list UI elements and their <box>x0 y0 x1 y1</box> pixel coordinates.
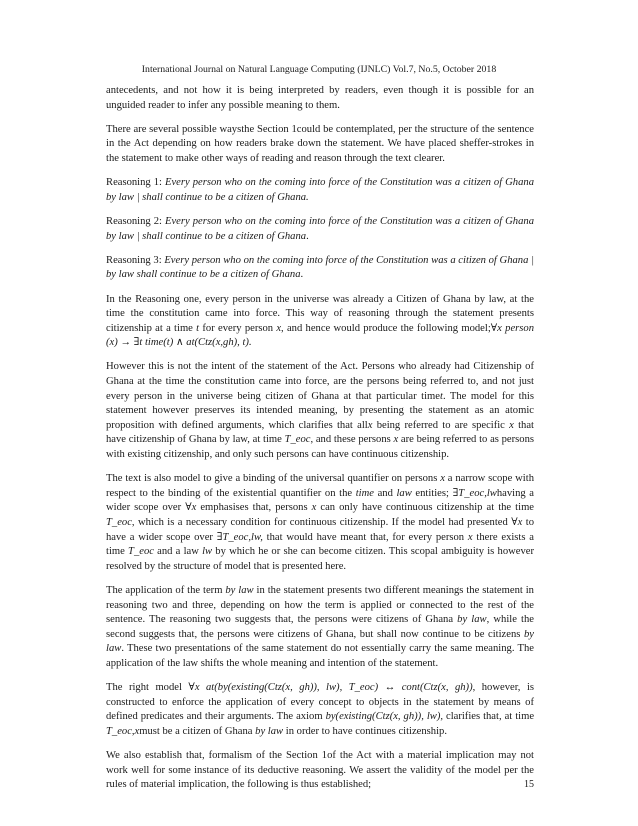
text: and <box>373 487 397 499</box>
term-law: law <box>396 487 412 499</box>
text: that would have meant that, for every person <box>262 531 468 543</box>
running-header: International Journal on Natural Language Computing (IJNLC) Vol.7, No.5, October 2018 <box>141 64 497 75</box>
text: entities; <box>411 487 453 499</box>
text: clarifies that, at time <box>443 711 535 723</box>
var-x: x <box>311 502 317 514</box>
text: The text is also model to give a binding of the universal quantifier on persons <box>106 473 441 485</box>
var-t-eoc: T_eoc <box>106 725 132 737</box>
reasoning-2-label: Reasoning 2: <box>106 215 165 227</box>
var-x: x <box>276 322 282 334</box>
text: can only have continuous citizenship at the time <box>316 502 535 514</box>
reasoning-2-text-a: Every person who on the coming into force of the Constitution was a citizen of Ghana by law <box>106 215 534 242</box>
text: , and these persons <box>310 434 394 446</box>
formula-right-model: ∀x at(by(existing(Ctz(x, gh)), lw), T_eoc) ↔ cont(Ctz(x, gh)) <box>188 682 473 694</box>
paragraph-right-model <box>106 681 534 739</box>
var-t-eoc: T_eoc <box>128 546 154 558</box>
paragraph-quantifier-scope <box>106 472 534 574</box>
reasoning-1-label: Reasoning 1: <box>106 177 165 189</box>
text: to have a wider scope over <box>106 517 535 543</box>
term-by-law: by law <box>106 628 534 655</box>
paragraph-antecedents: antecedents, and not how it is being interpreted by readers, even though it is possible for an unguided reader to infer any possible meaning to them. <box>106 85 534 111</box>
reasoning-3 <box>106 254 534 283</box>
reasoning-3-text-b: | by law shall continue to be a citizen of Ghana <box>106 254 534 281</box>
text: for every person <box>199 322 277 334</box>
text: , however, is constructed to enforce the application of every concept to objects in the statement by means of defined predicates and their arguments. The axiom <box>106 682 535 723</box>
text: , while the second suggests that, the persons were citizens of Ghana, but shall now continue to be citizens <box>106 614 534 640</box>
paragraph-intent <box>106 360 534 462</box>
quantifier-exists: ∃T_eoc,lw <box>452 487 497 499</box>
paragraph-reasoning-one <box>106 293 534 351</box>
reasoning-1-text-b: | shall continue to be a citizen of Ghana. <box>136 191 309 203</box>
reasoning-3-text-a: Every person who on the coming into force of the Constitution was a citizen of Ghana <box>164 254 532 266</box>
text: and a law <box>153 546 203 558</box>
var-x: x <box>467 531 473 543</box>
term-by-law: by law <box>225 584 254 596</box>
text: having a wider scope over <box>106 487 535 514</box>
var-t: t <box>196 322 200 334</box>
text: emphasises that, persons <box>196 502 312 514</box>
text: . The model for this statement however preserves its intended meaning, by presenting the statement as an atomic proposition with defined arguments, which clarifies that all <box>106 390 534 431</box>
var-t-eoc: T_eoc <box>284 434 311 446</box>
text: However this is not the intent of the statement of the Act. Persons who already had Citizenship of Ghana at the time the constitution came into force, are the persons being referred to, and not just every person in the universe being citizen of Ghana at that particular time <box>106 361 534 402</box>
quantifier-exists: ∃T_eoc,lw, <box>216 531 263 543</box>
reasoning-2-text-b: | shall continue to be a citizen of Ghana <box>136 230 307 242</box>
reasoning-3-label: Reasoning 3: <box>106 254 165 266</box>
reasoning-2 <box>106 215 534 244</box>
term-by-law: by law <box>255 725 284 737</box>
var-t-eoc: T_eoc <box>106 517 132 528</box>
reasoning-1-text-a: Every person who on the coming into force of the Constitution was a citizen of Ghana by law <box>106 177 534 203</box>
text: , which is a necessary condition for continuous citizenship. If the model had presented <box>131 517 512 528</box>
text: in order to have continues citizenship. <box>283 725 447 737</box>
quantifier-forall: ∀x <box>511 517 523 528</box>
var-x: x <box>509 419 514 431</box>
var-t: t <box>439 390 443 402</box>
text: there exists a time <box>106 531 534 558</box>
term-time: time <box>355 487 374 499</box>
reasoning-2-end: . <box>306 230 309 242</box>
var-x: x <box>367 419 373 431</box>
text: a narrow scope with respect to the binding of the existential quantifier on the <box>106 473 534 499</box>
text: are being referred to as persons with existing citizenship, and only such persons can have continuous citizenship. <box>106 434 534 461</box>
text: by which he or she can become citizen. This scopal ambiguity is however resolved by the structure of model that is presented here. <box>106 546 534 572</box>
body-text <box>106 84 534 802</box>
text: The application of the term <box>106 584 226 596</box>
paragraph-material-implication: We also establish that, formalism of the Section 1of the Act with a material implication may not work well for some instance of its deductive reasoning. We assert the validity of the model per the rules of material implication, the following is thus established; <box>106 750 534 791</box>
text: . These two presentations of the same statement do not essentially carry the same meaning. The application of the law shifts the whole meaning and intention of the statement. <box>106 643 534 669</box>
paragraph-possible-ways: There are several possible waysthe Section 1could be contemplated, per the structure of the sentence in the Act depending on how readers brake down the statement. We have placed sheffer-strokes in the statement to make other ways of reading and reason through the text clearer. <box>106 123 534 164</box>
text: In the Reasoning one, every person in the universe was already a Citizen of Ghana by law, at the time the constitution came into force. This way of reasoning through the statement presents citizenship at a time <box>106 293 534 334</box>
text: , and hence would produce the following model; <box>281 322 491 334</box>
formula-axiom: by(existing(Ctz(x, gh)), lw), <box>325 711 444 723</box>
var-x: x <box>440 473 445 485</box>
reasoning-3-end: . <box>300 269 304 281</box>
text: that have citizenship of Ghana by law, at time <box>106 419 534 446</box>
var-lw: lw <box>202 546 213 558</box>
text: The right model <box>106 682 189 694</box>
text: being referred to are specific <box>372 419 510 431</box>
text: must be a citizen of Ghana <box>139 725 256 737</box>
quantifier-forall: ∀x <box>185 502 197 514</box>
var-x: x <box>393 434 399 446</box>
page-number: 15 <box>524 779 534 790</box>
paragraph-by-law <box>106 584 534 672</box>
reasoning-1 <box>106 176 534 205</box>
term-by-law: by law <box>457 614 487 626</box>
text: , <box>131 725 135 737</box>
text: in the statement presents two different meanings the statement in reasoning two and three, depending on how the term is applied or connected to the rest of the sentence. The reasoning two suggests that, the persons were citizens of Ghana <box>106 584 534 626</box>
var-x: x <box>134 725 140 737</box>
formula-model-1: ∀x person (x) → ∃t time(t) ∧ at(Ctz(x,gh), t). <box>106 322 534 349</box>
